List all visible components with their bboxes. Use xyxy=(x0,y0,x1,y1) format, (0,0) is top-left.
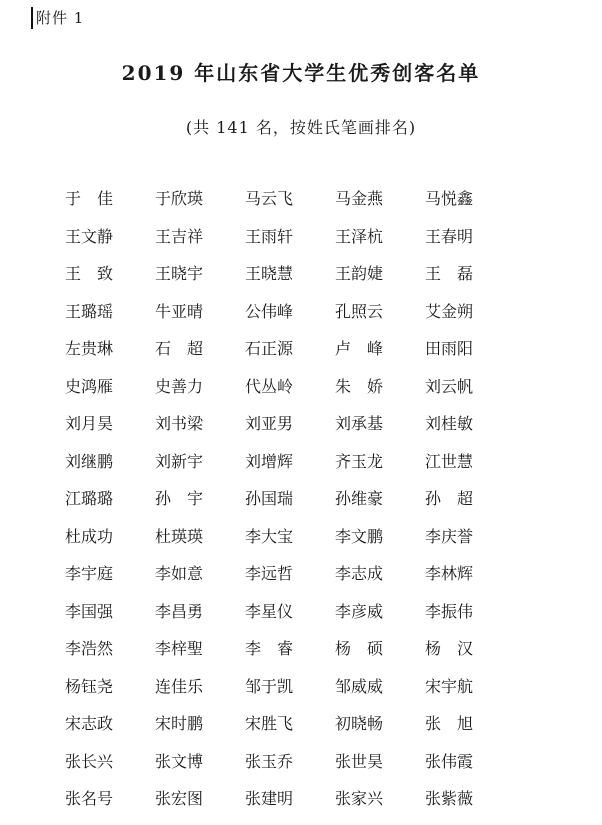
name-entry: 王文静 xyxy=(64,226,113,246)
name-entry: 王雨轩 xyxy=(244,226,293,246)
name-entry: 杨 汉 xyxy=(424,639,473,658)
name-entry: 邹于凯 xyxy=(244,676,293,696)
name-entry: 李庆誉 xyxy=(424,526,473,546)
name-entry: 刘新宇 xyxy=(154,451,203,471)
name-entry: 张名号 xyxy=(64,789,113,808)
name-entry: 张长兴 xyxy=(64,751,113,771)
name-entry: 杨钰尧 xyxy=(64,676,113,696)
document-subtitle: (共 141 名，按姓氏笔画排名) xyxy=(185,118,417,137)
name-entry: 马悦鑫 xyxy=(424,189,473,208)
name-entry: 孙国瑞 xyxy=(244,489,293,508)
name-entry: 公伟峰 xyxy=(244,301,293,321)
name-entry: 孙 宇 xyxy=(154,489,203,508)
name-entry: 杜成功 xyxy=(64,526,113,546)
name-entry: 王晓宇 xyxy=(154,264,203,283)
name-entry: 石 超 xyxy=(154,339,203,358)
name-entry: 代丛岭 xyxy=(244,376,293,396)
name-entry: 张世昊 xyxy=(334,751,383,771)
name-entry: 刘承基 xyxy=(334,414,383,433)
name-entry: 王韵婕 xyxy=(334,264,383,283)
name-entry: 艾金朔 xyxy=(424,301,473,321)
name-entry: 张建明 xyxy=(244,789,293,808)
name-entry: 刘增辉 xyxy=(244,451,293,471)
name-entry: 李志成 xyxy=(334,564,383,583)
name-entry: 杨 硕 xyxy=(334,639,383,658)
name-entry: 江璐璐 xyxy=(64,489,113,508)
name-entry: 宋时鹏 xyxy=(154,714,203,733)
name-entry: 杜瑛瑛 xyxy=(154,526,203,546)
name-entry: 宋志政 xyxy=(64,714,113,733)
name-entry: 刘亚男 xyxy=(244,414,293,433)
name-entry: 李振伟 xyxy=(424,601,473,621)
name-entry: 李如意 xyxy=(154,564,203,583)
name-entry: 孙维豪 xyxy=(334,489,383,508)
name-entry: 齐玉龙 xyxy=(334,451,383,471)
name-entry: 田雨阳 xyxy=(424,339,473,358)
name-entry: 刘桂敏 xyxy=(424,414,473,433)
name-entry: 刘月昊 xyxy=(64,414,113,433)
name-entry: 王泽杭 xyxy=(334,226,383,246)
name-entry: 牛亚晴 xyxy=(154,301,203,321)
name-entry: 张文博 xyxy=(154,751,203,771)
name-entry: 李浩然 xyxy=(64,639,113,658)
name-list xyxy=(56,187,526,825)
name-entry: 王 致 xyxy=(64,264,113,283)
name-entry: 左贵琳 xyxy=(64,339,113,358)
name-entry: 李林辉 xyxy=(424,564,473,583)
name-entry: 于 佳 xyxy=(64,189,113,208)
name-entry: 王吉祥 xyxy=(154,226,203,246)
name-entry: 王 磊 xyxy=(424,264,473,283)
name-entry: 于欣瑛 xyxy=(154,189,203,208)
name-entry: 王春明 xyxy=(424,226,473,246)
text-cursor xyxy=(31,7,33,29)
name-entry: 马金燕 xyxy=(334,189,383,208)
name-entry: 王璐瑶 xyxy=(64,301,113,321)
name-entry: 李文鹏 xyxy=(334,526,383,546)
name-entry: 孔照云 xyxy=(334,301,383,321)
name-entry: 李彦威 xyxy=(334,601,383,621)
name-entry: 张伟霞 xyxy=(424,751,473,771)
name-entry: 张宏图 xyxy=(154,789,203,808)
name-entry: 孙 超 xyxy=(424,489,473,508)
name-entry: 史鸿雁 xyxy=(64,376,113,396)
name-entry: 李梓聖 xyxy=(154,639,203,658)
name-entry: 李昌勇 xyxy=(154,601,203,621)
name-entry: 宋胜飞 xyxy=(244,714,293,733)
name-entry: 李远哲 xyxy=(244,564,293,583)
name-entry: 史善力 xyxy=(154,376,203,396)
name-entry: 宋宇航 xyxy=(424,676,473,696)
name-entry: 连佳乐 xyxy=(154,676,203,696)
name-entry: 马云飞 xyxy=(244,189,293,208)
name-entry: 张紫薇 xyxy=(424,789,473,808)
name-entry: 李国强 xyxy=(64,601,113,621)
name-entry: 卢 峰 xyxy=(334,339,383,358)
document-title: 2019 年山东省大学生优秀创客名单 xyxy=(121,61,481,85)
name-entry: 朱 娇 xyxy=(334,376,383,396)
name-entry: 石正源 xyxy=(244,339,293,358)
name-entry: 李大宝 xyxy=(244,526,293,546)
attachment-label: 附件 1 xyxy=(36,9,85,27)
name-entry: 初晓畅 xyxy=(334,714,383,733)
name-entry: 邹威威 xyxy=(334,676,383,696)
name-entry: 刘云帆 xyxy=(424,376,473,396)
name-entry: 张 旭 xyxy=(424,714,473,733)
name-entry: 刘继鹏 xyxy=(64,451,113,471)
name-entry: 李 睿 xyxy=(244,639,293,658)
name-entry: 张家兴 xyxy=(334,789,383,808)
name-entry: 江世慧 xyxy=(424,451,473,471)
name-entry: 王晓慧 xyxy=(244,264,293,283)
name-entry: 张玉乔 xyxy=(244,751,293,771)
name-entry: 李宇庭 xyxy=(64,564,113,583)
name-entry: 李星仪 xyxy=(244,601,293,621)
name-entry: 刘书梁 xyxy=(154,414,203,433)
